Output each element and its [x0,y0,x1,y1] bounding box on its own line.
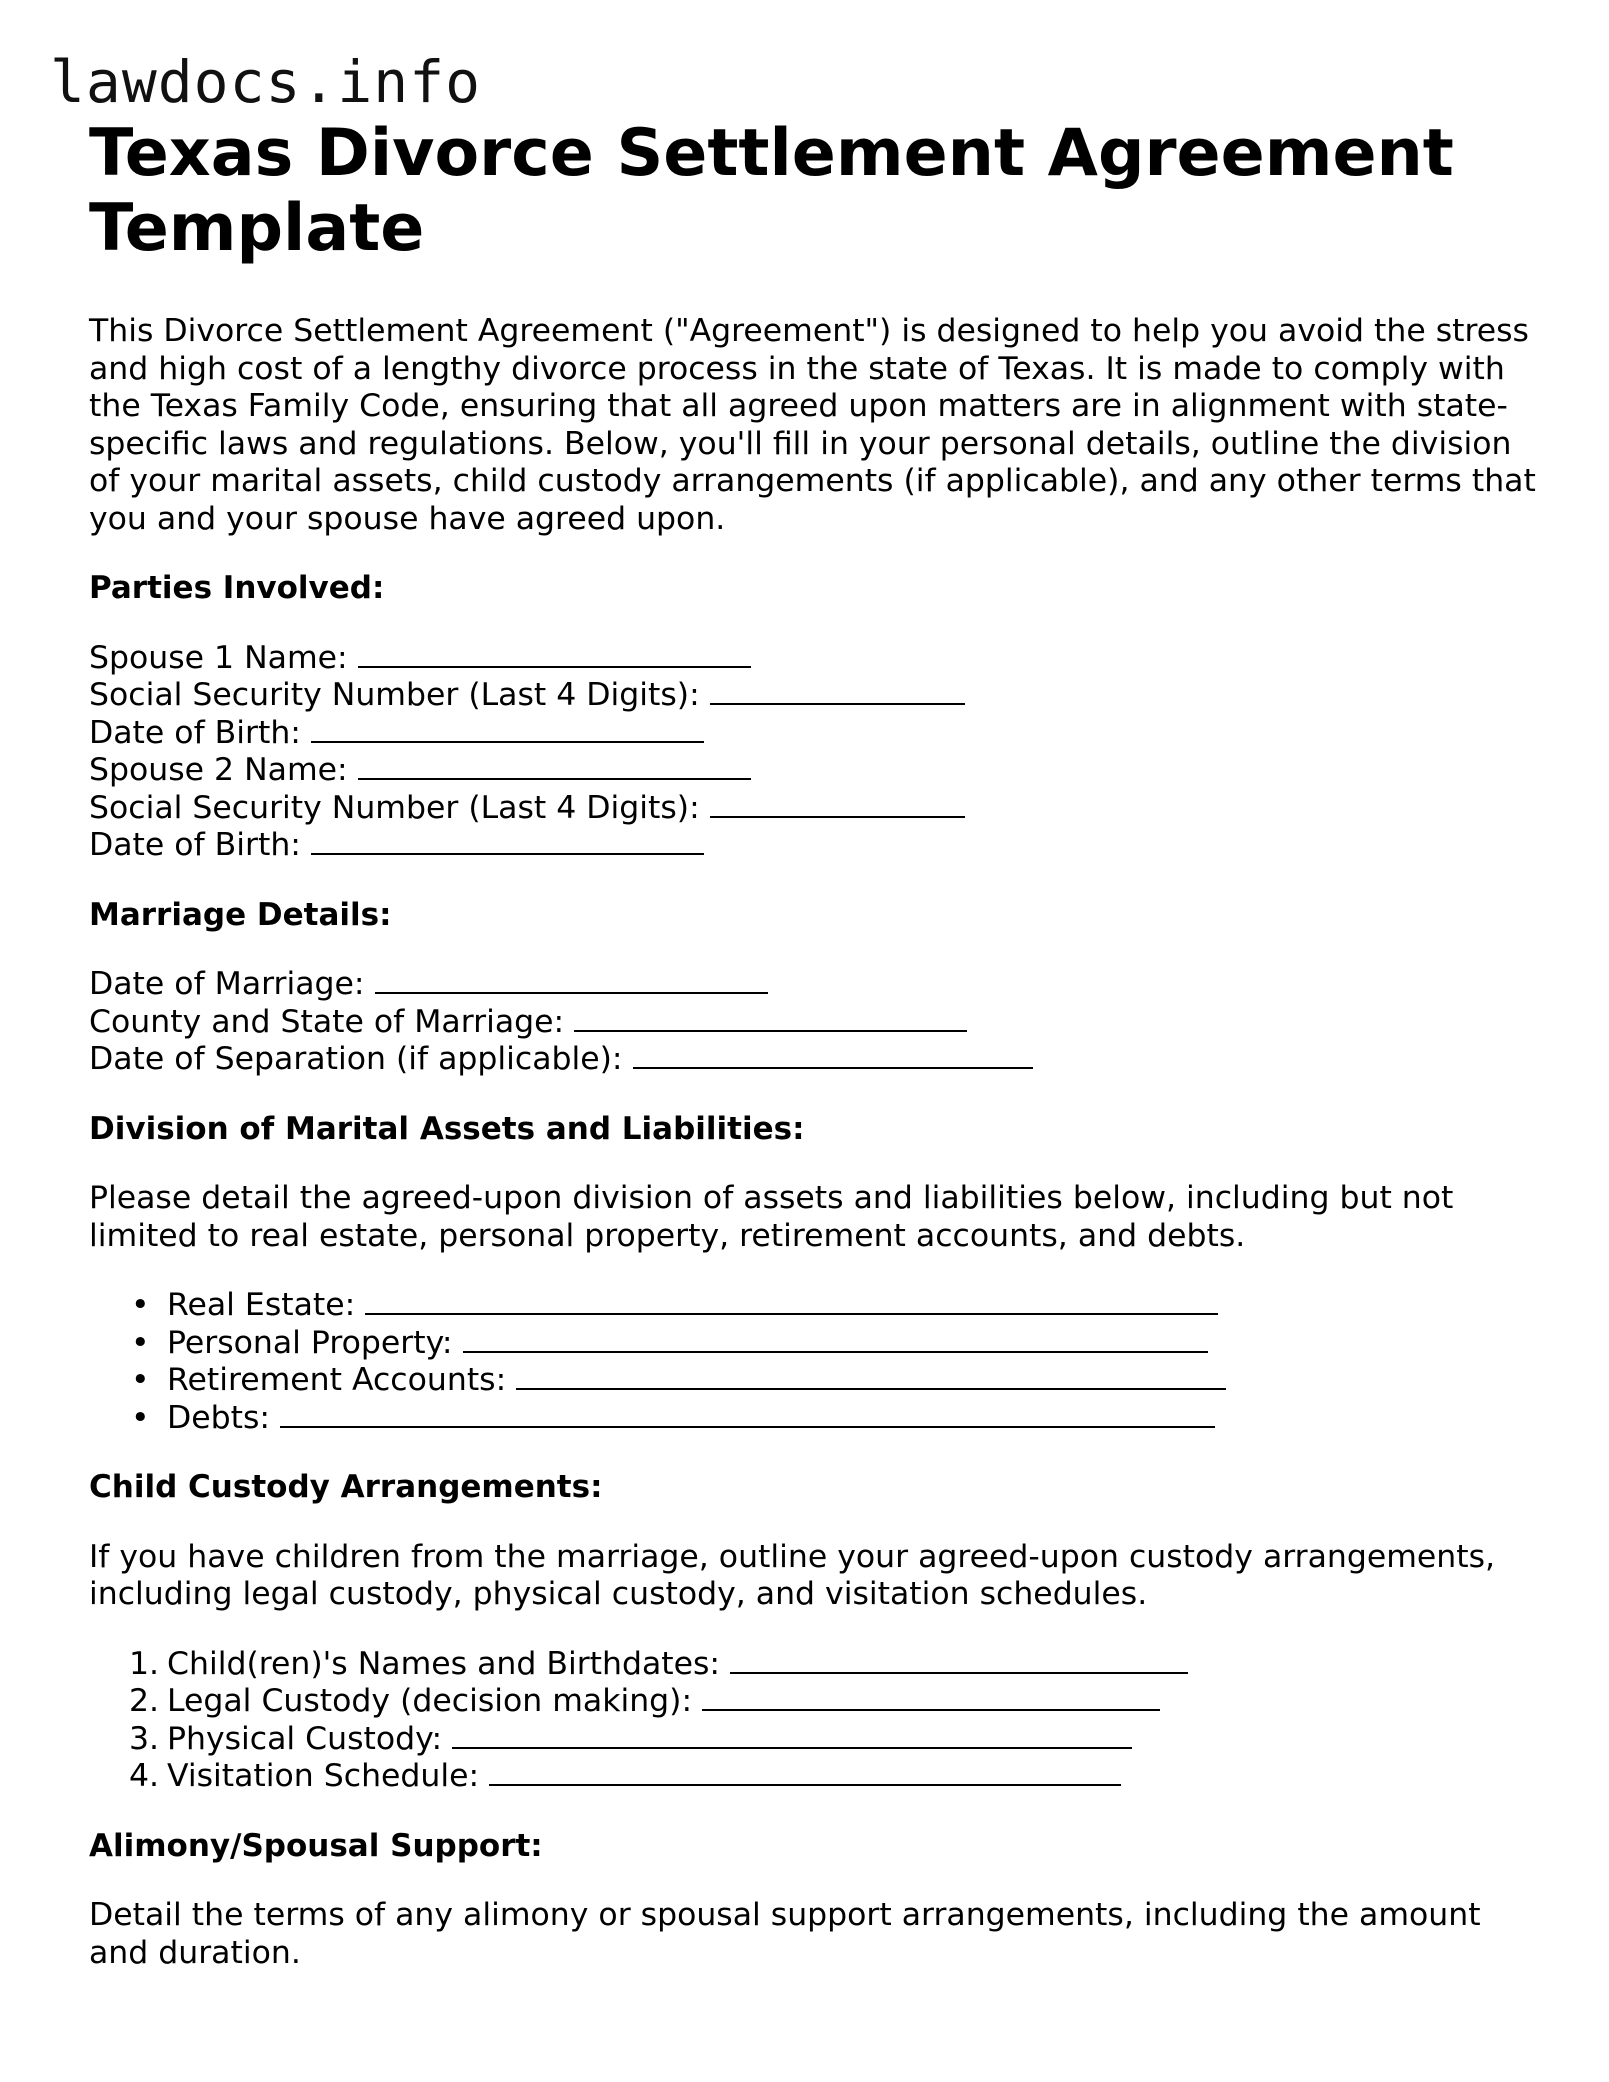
list-item [89,1758,1549,1796]
item-number: 1. [129,1645,160,1682]
page-title: Texas Divorce Settlement Agreement Template [89,116,1454,266]
spouse1-ssn-blank[interactable] [710,681,965,705]
field-label: Social Security Number (Last 4 Digits): [89,789,700,826]
children-names-blank[interactable] [730,1650,1188,1674]
marriage-date-blank[interactable] [375,970,768,994]
bullet: • [131,1287,150,1323]
spouse1-dob-blank[interactable] [311,719,704,743]
list-item [89,1721,1549,1759]
assets-description: Please detail the agreed-upon division of assets and liabilities below, including but not limited to real estate, personal property, retirement accounts, and debts. [89,1180,1454,1254]
spouse1-name-field [89,640,1549,678]
list-item [89,1362,1549,1400]
item-number: 3. [129,1720,160,1757]
physical-custody-blank[interactable] [452,1725,1132,1749]
personal-property-blank[interactable] [463,1329,1208,1353]
legal-custody-blank[interactable] [702,1687,1160,1711]
field-label: Date of Birth: [89,714,301,751]
marriage-date-field [89,966,1549,1004]
debts-blank[interactable] [280,1404,1215,1428]
list-item [89,1325,1549,1363]
item-label: Retirement Accounts: [167,1362,507,1398]
custody-description: If you have children from the marriage, outline your agreed-upon custody arrangements, including legal custody, physical custody, and visitation schedules. [89,1538,1496,1612]
field-label: County and State of Marriage: [89,1003,565,1040]
spouse2-ssn-field [89,790,1549,828]
parties-fields [89,640,1549,865]
parties-heading: Parties Involved: [89,570,385,606]
field-label: Social Security Number (Last 4 Digits): [89,677,700,713]
retirement-accounts-blank[interactable] [516,1366,1226,1390]
field-label: Spouse 2 Name: [89,752,348,788]
custody-heading: Child Custody Arrangements: [89,1469,603,1505]
item-label: Legal Custody (decision making): [167,1683,693,1719]
assets-heading: Division of Marital Assets and Liabilities: [89,1110,805,1147]
custody-list [89,1646,1549,1796]
marriage-fields [89,966,1549,1079]
bullet: • [131,1362,150,1398]
spouse2-dob-blank[interactable] [311,831,704,855]
item-label: Personal Property: [167,1324,453,1361]
marriage-county-field [89,1004,1549,1042]
spouse2-name-field [89,752,1549,790]
field-label: Date of Separation (if applicable): [89,1041,623,1077]
item-label: Child(ren)'s Names and Birthdates: [167,1645,721,1682]
list-item [89,1646,1549,1684]
intro-paragraph: This Divorce Settlement Agreement ("Agreement") is designed to help you avoid the stress and high cost of a lengthy divorce process in the state of Texas. It is made to comply with the Texas Family Code, ensuring that all agreed upon matters are in alignment with state-specific laws and regulations. Below, you'll fill in your personal details, outline the division of your marital assets, child custody arrangements (if applicable), and any other terms that you and your spouse have agreed upon. [89,313,1536,537]
visitation-schedule-blank[interactable] [489,1762,1121,1786]
separation-date-field [89,1041,1549,1079]
list-item [89,1287,1549,1325]
real-estate-blank[interactable] [365,1291,1218,1315]
field-label: Spouse 1 Name: [89,639,348,676]
bullet: • [131,1324,150,1361]
spouse1-name-blank[interactable] [358,644,751,668]
item-label: Visitation Schedule: [167,1758,480,1794]
item-label: Debts: [167,1399,271,1436]
alimony-description: Detail the terms of any alimony or spousal support arrangements, including the amount and duration. [89,1897,1481,1971]
spouse2-ssn-blank[interactable] [710,794,965,818]
item-label: Physical Custody: [167,1720,443,1757]
field-label: Date of Marriage: [89,966,365,1002]
alimony-heading: Alimony/Spousal Support: [89,1827,543,1864]
item-number: 2. [129,1683,160,1719]
spouse2-name-blank[interactable] [358,756,751,780]
document-body [89,116,1549,1972]
marriage-county-blank[interactable] [574,1008,967,1032]
list-item [89,1683,1549,1721]
spouse1-ssn-field [89,677,1549,715]
item-number: 4. [129,1758,160,1794]
separation-date-blank[interactable] [633,1045,1033,1069]
item-label: Real Estate: [167,1287,356,1323]
assets-list [89,1287,1549,1437]
marriage-heading: Marriage Details: [89,896,392,933]
bullet: • [131,1399,150,1436]
spouse1-dob-field [89,715,1549,753]
site-watermark: lawdocs.info [50,48,482,116]
spouse2-dob-field [89,827,1549,865]
list-item [89,1400,1549,1438]
field-label: Date of Birth: [89,827,301,863]
